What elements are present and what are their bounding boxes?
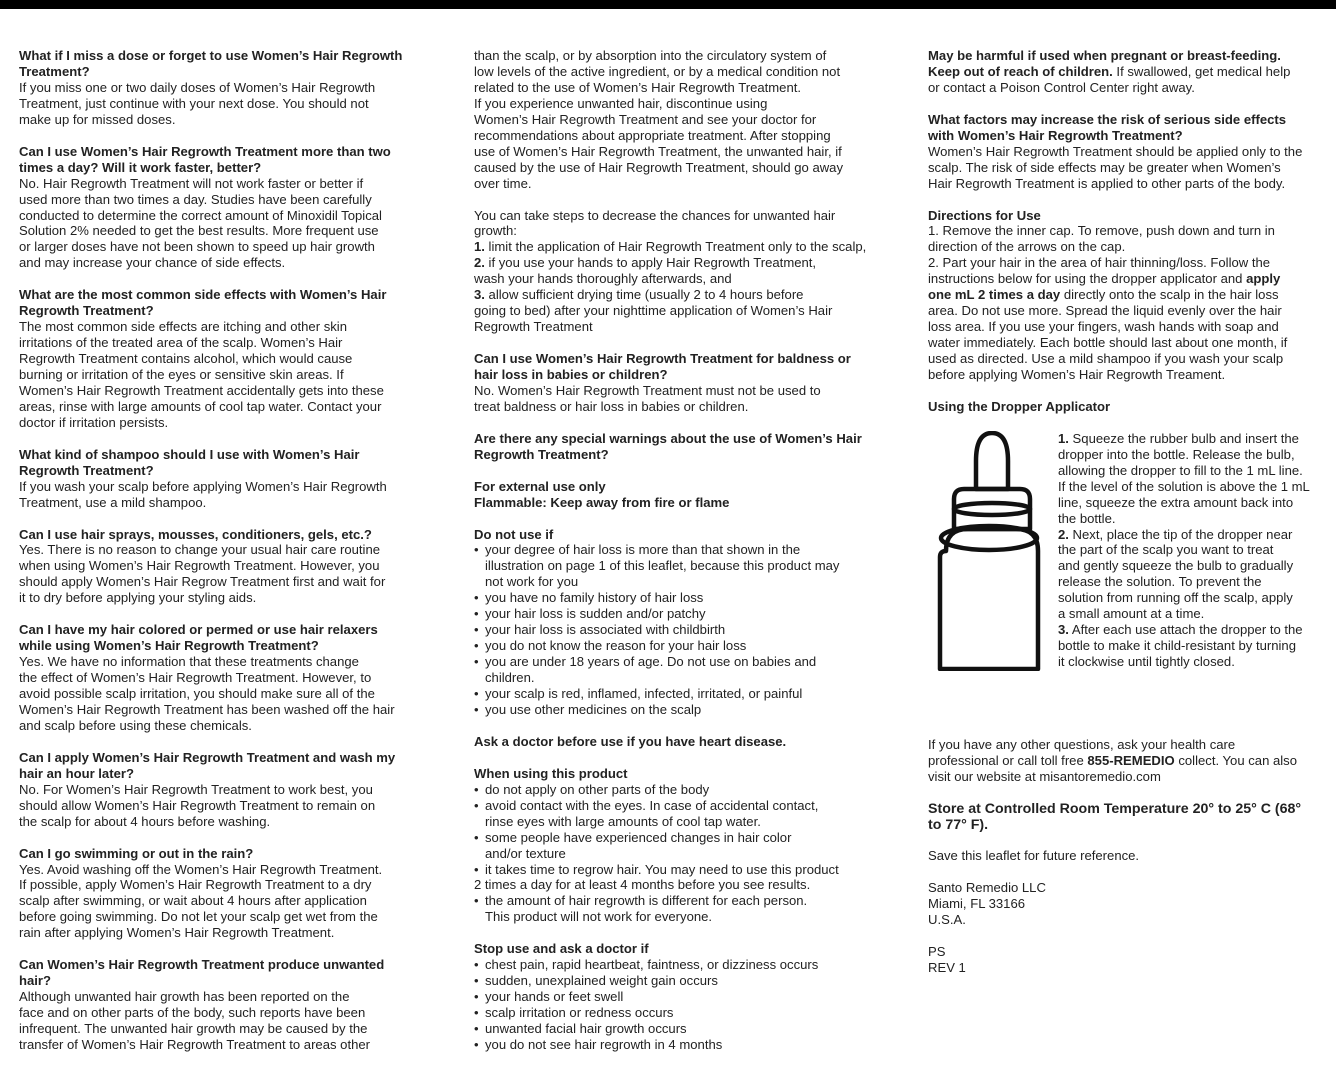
faq-section [19, 447, 419, 511]
dropper-step-continuation: solution from running off the scalp, apply [1058, 590, 1293, 606]
steps-section [474, 208, 874, 336]
directions-heading: Directions for Use [928, 207, 1041, 223]
faq-question: while using Women’s Hair Regrowth Treatment? [19, 638, 319, 654]
faq-question: Can I use hair sprays, mousses, conditioners, gels, etc.? [19, 526, 372, 542]
faq-answer: face and on other parts of the body, such reports have been [19, 1005, 366, 1021]
faq-question: Can I use Women’s Hair Regrowth Treatment for baldness or [474, 351, 851, 367]
faq-question: with Women’s Hair Regrowth Treatment? [928, 127, 1183, 143]
bullet-item: • some people have experienced changes in hair color [474, 829, 792, 845]
faq-answer: and may increase your chance of side effects. [19, 255, 286, 271]
faq-question: Can I use Women’s Hair Regrowth Treatment more than two [19, 143, 391, 159]
dropper-step-continuation: a small amount at a time. [1058, 606, 1205, 622]
faq-answer: burning or irritation of the eyes or sensitive skin areas. If [19, 367, 344, 383]
bullet-icon: • [474, 989, 479, 1005]
bullet-icon: • [474, 654, 479, 670]
bullet-icon: • [474, 781, 479, 797]
faq-answer: Although unwanted hair growth has been reported on the [19, 989, 350, 1005]
heart-disease-warning: Ask a doctor before use if you have heart disease. [474, 733, 787, 749]
bullet-icon: • [474, 1005, 479, 1021]
faq-answer: transfer of Women’s Hair Regrowth Treatment to areas other [19, 1036, 371, 1052]
faq-answer: Regrowth Treatment contains alcohol, which would cause [19, 351, 353, 367]
faq-question: What if I miss a dose or forget to use Women’s Hair Regrowth [19, 48, 403, 63]
bullet-item: • chest pain, rapid heartbeat, faintness, or dizziness occurs [474, 957, 819, 973]
faq-answer: scalp after swimming, or wait about 4 hours after application [19, 893, 367, 909]
external-use-section [474, 479, 874, 511]
paragraph-line: over time. [474, 175, 532, 191]
risk-factors-section [928, 112, 1328, 192]
step-continuation: going to bed) after your nighttime application of Women’s Hair [474, 303, 833, 319]
warnings-heading [474, 431, 874, 463]
bullet-item: • you have no family history of hair loss [474, 590, 704, 606]
faq-answer: Women’s Hair Regrowth Treatment has been washed off the hair [19, 702, 395, 717]
faq-answer: before going swimming. Do not let your scalp get wet from the [19, 909, 378, 925]
faq-answer: Yes. Avoid washing off the Women’s Hair Regrowth Treatment. [19, 861, 383, 877]
direction-2-line: 2. Part your hair in the area of hair thinning/loss. Follow the [928, 255, 1271, 271]
direction-line: 1. Remove the inner cap. To remove, push down and turn in [928, 223, 1275, 239]
do-not-use-section [474, 527, 874, 718]
save-leaflet-text: Save this leaflet for future reference. [928, 848, 1140, 864]
collect-text: collect. You can also [1174, 752, 1298, 768]
faq-question: Can I apply Women’s Hair Regrowth Treatment and wash my [19, 749, 396, 765]
external-use-label: For external use only [474, 478, 606, 494]
paragraph-line: Women’s Hair Regrowth Treatment and see your doctor for [474, 111, 817, 127]
faq-answer: when using Women’s Hair Regrowth Treatment. However, you [19, 558, 380, 574]
faq-answer: Solution 2% needed to get the best results. More frequent use [19, 223, 379, 239]
faq-answer: No. Hair Regrowth Treatment will not work faster or better if [19, 175, 364, 191]
faq-question: Can Women’s Hair Regrowth Treatment produce unwanted [19, 957, 385, 973]
directions-section [928, 208, 1328, 383]
when-using-section [474, 766, 874, 926]
bullet-icon: • [474, 893, 479, 909]
dropper-step-continuation: allowing the dropper to fill to the 1 mL line. [1058, 462, 1303, 478]
bullet-item: • you are under 18 years of age. Do not use on babies and [474, 654, 817, 670]
column-directions [928, 48, 1328, 992]
direction-2-cont: directly onto the scalp in the hair loss [1060, 287, 1279, 303]
faq-answer: Women’s Hair Regrowth Treatment accidentally gets into these [19, 382, 384, 398]
dropper-step-continuation: release the solution. To prevent the [1058, 574, 1262, 590]
bullet-item: • your hair loss is associated with childbirth [474, 622, 726, 638]
faq-question: What are the most common side effects with Women’s Hair [19, 287, 387, 303]
direction-line: loss area. If you use your fingers, wash hands with soap and [928, 319, 1279, 335]
paragraph-line: caused by the use of Hair Regrowth Treatment, should go away [474, 159, 844, 175]
faq-section [19, 527, 419, 607]
faq-question: hair? [19, 973, 52, 989]
bullet-item: • your degree of hair loss is more than that shown in the [474, 542, 801, 558]
revision-line: REV 1 [928, 960, 966, 976]
step-item: 1. limit the application of Hair Regrowth Treatment only to the scalp, [474, 239, 867, 255]
faq-answer: make up for missed doses. [19, 111, 176, 127]
dropper-step-continuation: it clockwise until tightly closed. [1058, 654, 1235, 670]
bullet-icon: • [474, 1036, 479, 1052]
dropper-step-continuation: line, squeeze the extra amount back into [1058, 494, 1294, 510]
bullet-item: illustration on page 1 of this leaflet, because this product may [485, 558, 840, 574]
dropper-step-continuation: the bottle. [1058, 510, 1116, 526]
faq-answer: rain after applying Women’s Hair Regrowth Treatment. [19, 925, 335, 941]
revision-info [928, 944, 1328, 976]
faq-answer: No. For Women’s Hair Regrowth Treatment to work best, you [19, 781, 373, 797]
faq-question: hair loss in babies or children? [474, 367, 668, 383]
dropper-bottle-icon [932, 431, 1042, 671]
faq-answer: No. Women’s Hair Regrowth Treatment must not be used to [474, 382, 821, 398]
faq-answer: Treatment, just continue with your next dose. You should not [19, 95, 369, 111]
bullet-item: • unwanted facial hair growth occurs [474, 1021, 687, 1037]
faq-question: Can I go swimming or out in the rain? [19, 845, 254, 861]
faq-answer: and scalp before using these chemicals. [19, 717, 252, 733]
bullet-item: • it takes time to regrow hair. You may need to use this product [474, 861, 839, 877]
bullet-item: • avoid contact with the eyes. In case of accidental contact, [474, 797, 819, 813]
phone-number: 855-REMEDIO [1087, 752, 1175, 768]
pregnancy-warning [928, 48, 1328, 96]
paragraph-line: If you experience unwanted hair, discontinue using [474, 95, 768, 111]
bullet-icon: • [474, 686, 479, 702]
faq-answer: infrequent. The unwanted hair growth may be caused by the [19, 1021, 368, 1037]
bullet-item: children. [485, 670, 535, 686]
bullet-item: • scalp irritation or redness occurs [474, 1005, 674, 1021]
faq-section [19, 48, 419, 128]
dropper-section [928, 399, 1328, 721]
when-using-heading: When using this product [474, 765, 628, 781]
faq-answer: doctor if irritation persists. [19, 414, 169, 430]
questions-section [928, 737, 1328, 785]
faq-answer: the scalp for about 4 hours before washing. [19, 813, 271, 829]
do-not-use-heading: Do not use if [474, 526, 554, 542]
faq-answer: the effect of Women’s Hair Regrowth Treatment. However, to [19, 670, 372, 686]
faq-section [19, 622, 419, 734]
paragraph-line: than the scalp, or by absorption into the circulatory system of [474, 48, 827, 63]
faq-answer: it to dry before applying your styling aids. [19, 590, 257, 606]
faq-section [19, 957, 419, 1053]
dropper-step: 3. After each use attach the dropper to the [1058, 622, 1303, 638]
faq-answer: should apply Women’s Hair Regrow Treatment first and wait for [19, 574, 386, 590]
faq-answer: The most common side effects are itching and other skin [19, 319, 347, 335]
paragraph-line: use of Women’s Hair Regrowth Treatment, the unwanted hair, if [474, 143, 842, 159]
faq-question: What kind of shampoo should I use with Women’s Hair [19, 446, 360, 462]
bullet-icon: • [474, 1021, 479, 1037]
bullet-icon: • [474, 606, 479, 622]
faq-answer: or larger doses have not been shown to speed up hair growth [19, 239, 375, 255]
faq-answer: irritations of the treated area of the scalp. Women’s Hair [19, 335, 343, 351]
poison-control-text: or contact a Poison Control Center right away. [928, 79, 1195, 95]
babies-section [474, 351, 874, 415]
dropper-steps [1058, 431, 1328, 670]
bullet-item: • your hair loss is sudden and/or patchy [474, 606, 706, 622]
faq-question: Can I have my hair colored or permed or use hair relaxers [19, 622, 378, 638]
faq-answer: conducted to determine the correct amount of Minoxidil Topical [19, 207, 382, 223]
bullet-item: • the amount of hair regrowth is different for each person. [474, 893, 808, 909]
bullet-item: This product will not work for everyone. [485, 909, 713, 925]
address-line: Santo Remedio LLC [928, 880, 1046, 896]
unwanted-hair-text [474, 48, 874, 192]
faq-question: Regrowth Treatment? [19, 462, 154, 478]
direction-line: direction of the arrows on the cap. [928, 239, 1126, 255]
bullet-icon: • [474, 973, 479, 989]
dropper-step-continuation: dropper into the bottle. Release the bulb, [1058, 446, 1295, 462]
faq-section [19, 144, 419, 272]
bullet-icon: • [474, 702, 479, 717]
paragraph-line: growth: [474, 223, 517, 239]
bullet-icon: • [474, 638, 479, 654]
faq-question: Treatment? [19, 63, 90, 79]
stop-use-heading: Stop use and ask a doctor if [474, 941, 649, 957]
bullet-icon: • [474, 797, 479, 813]
faq-answer: scalp. The risk of side effects may be greater when Women’s [928, 159, 1281, 175]
column-faq-1 [19, 48, 419, 1066]
address-line: Miami, FL 33166 [928, 896, 1026, 912]
faq-answer: used more than two times a day. Studies have been carefully [19, 191, 372, 207]
stop-use-section [474, 941, 874, 1053]
storage-line: Store at Controlled Room Temperature 20° to 25° C (68° [928, 800, 1302, 817]
faq-section [19, 287, 419, 431]
bullet-icon: • [474, 590, 479, 606]
faq-answer: If possible, apply Women’s Hair Regrowth Treatment to a dry [19, 877, 372, 893]
bullet-item: • you do not know the reason for your hair loss [474, 638, 747, 654]
column-faq-2 [474, 48, 874, 1066]
swallowed-text: If swallowed, get medical help [1112, 63, 1291, 79]
faq-section [19, 750, 419, 830]
faq-answer: should allow Women’s Hair Regrowth Treatment to remain on [19, 797, 376, 813]
pregnancy-text: May be harmful if used when pregnant or breast-feeding. [928, 48, 1281, 63]
apply-bold: apply [1246, 271, 1281, 287]
website-text: visit our website at misantoremedio.com [928, 768, 1161, 784]
dropper-step-continuation: bottle to make it child-resistant by turning [1058, 638, 1296, 654]
faq-question: Regrowth Treatment? [19, 303, 154, 319]
revision-line: PS [928, 944, 946, 960]
faq-section [19, 846, 419, 942]
paragraph-line: related to the use of Women’s Hair Regrowth Treatment. [474, 79, 802, 95]
paragraph-line: low levels of the active ingredient, or by a medical condition not [474, 63, 841, 79]
faq-question: hair an hour later? [19, 765, 134, 781]
dropper-heading: Using the Dropper Applicator [928, 398, 1111, 414]
address-line: U.S.A. [928, 912, 966, 928]
bullet-icon: • [474, 829, 479, 845]
bullet-item: not work for you [485, 574, 579, 590]
step-continuation: Regrowth Treatment [474, 319, 593, 335]
faq-answer: If you wash your scalp before applying Women’s Hair Regrowth [19, 478, 387, 494]
questions-line-1: If you have any other questions, ask your health care [928, 736, 1236, 752]
company-address [928, 880, 1328, 928]
bullet-item: rinse eyes with large amounts of cool tap water. [485, 813, 761, 829]
dropper-step-continuation: and gently squeeze the bulb to gradually [1058, 558, 1294, 574]
bullet-item: • your hands or feet swell [474, 989, 624, 1005]
faq-answer: Yes. There is no reason to change your usual hair care routine [19, 542, 381, 558]
bullet-icon: • [474, 861, 479, 877]
faq-answer: avoid possible scalp irritation, you should make sure all of the [19, 686, 375, 702]
faq-question: times a day? Will it work faster, better? [19, 159, 262, 175]
toll-free-text: professional or call toll free [928, 752, 1088, 768]
storage-instructions [928, 801, 1328, 833]
step-item: 2. if you use your hands to apply Hair Regrowth Treatment, [474, 255, 817, 271]
bullet-item: • your scalp is red, inflamed, infected, irritated, or painful [474, 686, 803, 702]
when-using-tail: 2 times a day for at least 4 months before you see results. [474, 877, 811, 893]
dose-bold: one mL 2 times a day [928, 287, 1061, 303]
faq-question: Are there any special warnings about the use of Women’s Hair [474, 430, 862, 446]
dropper-step: 1. Squeeze the rubber bulb and insert the [1058, 430, 1299, 446]
bullet-item: • do not apply on other parts of the body [474, 781, 710, 797]
faq-answer: Yes. We have no information that these treatments change [19, 654, 359, 670]
paragraph-line: You can take steps to decrease the chances for unwanted hair [474, 207, 836, 223]
faq-answer: If you miss one or two daily doses of Women’s Hair Regrowth [19, 79, 376, 95]
bullet-icon: • [474, 957, 479, 973]
bullet-item: • you do not see hair regrowth in 4 months [474, 1036, 723, 1052]
dropper-step-continuation: the part of the scalp you want to treat [1058, 542, 1274, 558]
keep-out-reach-text: Keep out of reach of children. [928, 63, 1113, 79]
faq-question: What factors may increase the risk of serious side effects [928, 111, 1287, 127]
dropper-step-continuation: If the level of the solution is above the 1 mL [1058, 478, 1310, 494]
bullet-item: • sudden, unexplained weight gain occurs [474, 973, 718, 989]
dropper-step: 2. Next, place the tip of the dropper near [1058, 526, 1293, 542]
direction-line: before applying Women’s Hair Regrowth Treament. [928, 367, 1226, 383]
top-border [0, 0, 1336, 9]
faq-answer: Women’s Hair Regrowth Treatment should be applied only to the [928, 143, 1303, 159]
direction-line: water immediately. Each bottle should last about one month, if [928, 335, 1288, 351]
direction-2-text: instructions below for using the dropper applicator and [928, 271, 1247, 287]
bullet-icon: • [474, 622, 479, 638]
faq-answer: Hair Regrowth Treatment is applied to other parts of the body. [928, 175, 1286, 191]
faq-question: Regrowth Treatment? [474, 446, 609, 462]
paragraph-line: recommendations about appropriate treatment. After stopping [474, 127, 831, 143]
storage-line: to 77° F). [928, 816, 989, 833]
faq-answer: Treatment, use a mild shampoo. [19, 494, 207, 510]
flammable-label: Flammable: Keep away from fire or flame [474, 494, 730, 510]
bullet-icon: • [474, 542, 479, 558]
step-item: 3. allow sufficient drying time (usually 2 to 4 hours before [474, 287, 804, 303]
faq-answer: treat baldness or hair loss in babies or children. [474, 398, 749, 414]
bullet-item: • you use other medicines on the scalp [474, 702, 702, 717]
direction-line: used as directed. Use a mild shampoo if you wash your scalp [928, 351, 1284, 367]
direction-line: area. Do not use more. Spread the liquid evenly over the hair [928, 303, 1282, 319]
step-continuation: wash your hands thoroughly afterwards, and [474, 271, 732, 287]
bullet-item: and/or texture [485, 845, 566, 861]
faq-answer: areas, rinse with large amounts of cool tap water. Contact your [19, 398, 382, 414]
